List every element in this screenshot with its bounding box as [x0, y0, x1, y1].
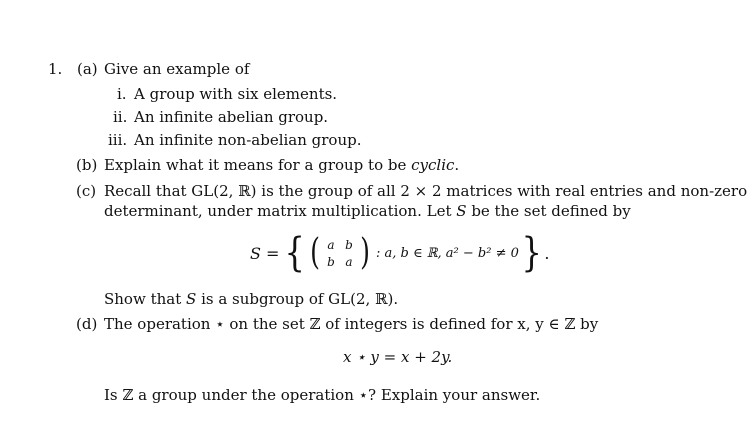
set-condition: : a, b ∈ ℝ, a² − b² ≠ 0: [376, 245, 519, 261]
part-a-item-3-text: An infinite non-abelian group.: [134, 131, 362, 149]
part-b-label: (b): [76, 156, 98, 174]
part-a-item-2-label: ii.: [113, 108, 128, 126]
part-a-label: (a): [77, 60, 98, 78]
set-lhs: S =: [250, 243, 280, 263]
part-d-equation: x ⋆ y = x + 2y.: [343, 348, 453, 366]
matrix-entry: a: [327, 237, 335, 252]
question-number: 1.: [48, 60, 63, 78]
part-c-show: [104, 290, 398, 308]
set-end: .: [544, 243, 550, 263]
part-b-emph: cyclic: [411, 156, 455, 174]
right-brace: }: [521, 230, 542, 276]
part-b-text-before: Explain what it means for a group to be: [104, 156, 412, 174]
part-c-line-2-before: determinant, under matrix multiplication. Let: [104, 202, 457, 220]
part-d-line-1: The operation ⋆ on the set ℤ of integers is defined for x, y ∈ ℤ by: [104, 315, 599, 333]
part-a-text: Give an example of: [104, 60, 250, 78]
part-c-line-2-var: S: [456, 202, 467, 220]
right-paren: ): [360, 232, 370, 273]
matrix: [322, 236, 358, 270]
set-definition: [250, 232, 549, 274]
part-b-text: [104, 156, 459, 174]
matrix-entry: b: [345, 237, 353, 252]
part-c-show-after: is a subgroup of GL(2, ℝ).: [196, 290, 399, 308]
part-a-item-3-label: iii.: [108, 131, 128, 149]
part-d-question: Is ℤ a group under the operation ⋆? Explain your answer.: [104, 386, 541, 404]
part-a-item-1-label: i.: [117, 85, 127, 103]
matrix-entry: b: [327, 254, 335, 269]
part-c-line-1: Recall that GL(2, ℝ) is the group of all 2 × 2 matrices with real entries and non-zero: [104, 182, 748, 200]
part-c-line-2: [104, 202, 631, 220]
part-c-show-var: S: [186, 290, 197, 308]
part-c-line-2-after: be the set defined by: [466, 202, 631, 220]
part-c-label: (c): [76, 182, 97, 200]
part-b-text-after: .: [454, 156, 460, 174]
left-brace: {: [284, 230, 306, 276]
part-d-label: (d): [76, 315, 98, 333]
matrix-entry: a: [345, 254, 353, 269]
part-a-item-2-text: An infinite abelian group.: [134, 108, 329, 126]
left-paren: (: [310, 232, 320, 273]
part-a-item-1-text: A group with six elements.: [134, 85, 338, 103]
part-c-show-before: Show that: [104, 290, 187, 308]
